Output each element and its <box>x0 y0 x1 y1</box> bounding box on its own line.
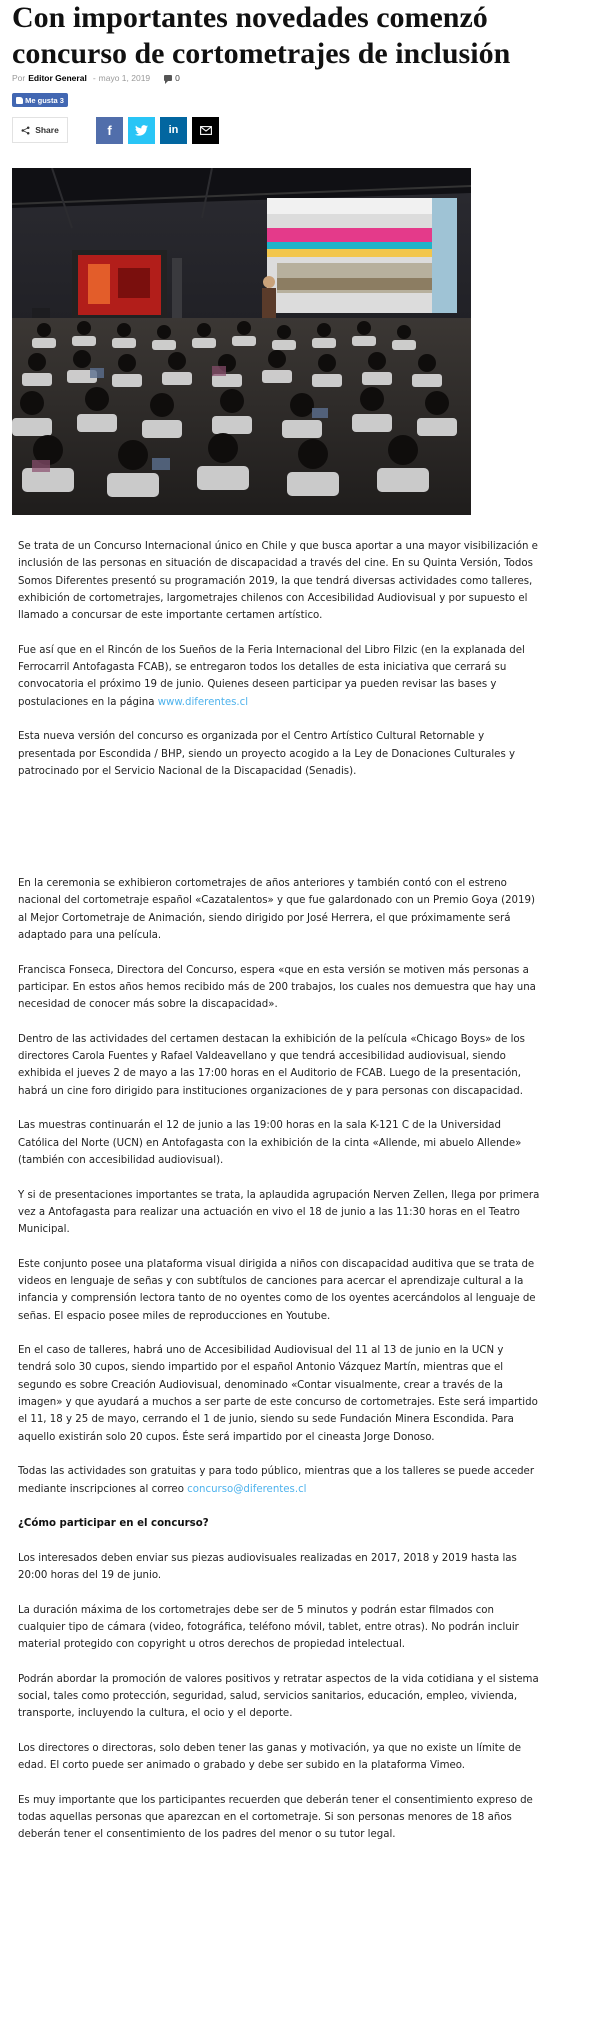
facebook-like-button[interactable] <box>12 93 68 107</box>
body-paragraph: Dentro de las actividades del certamen destacan la exhibición de la película «Chicago Boys» de los directores Carola Fuentes y Rafael Valdeavellano y que tendrá accesibilidad audiovisual, siendo exhibida el jueves 2 de mayo a las 17:00 horas en el Auditorio de FCAB. Luego de la presentación, habrá un cine foro dirigido para instituciones organizaciones de y para personas con discapacidad. <box>18 1033 525 1097</box>
meta-comment-count: 0 <box>175 73 180 83</box>
thumbs-up-icon <box>16 97 23 104</box>
body-paragraph: En el caso de talleres, habrá uno de Accesibilidad Audiovisual del 11 al 13 de junio en la UCN y tendrá solo 30 cupos, siendo impartido por el español Antonio Vázquez Martín, mientras que el segundo es sobre Creación Audiovisual, denominado «Contar visualmente, crear a través de la imagen» y que ayudará a muchos a ser parte de este concurso de cortometrajes. Este será impartido el 11, 18 y 25 de mayo, cerrando el 1 de junio, siendo su sede Fundación Minera Escondida. Para aquello existirán solo 20 cupos. Éste será impartido por el cineasta Jorge Donoso. <box>18 1345 538 1443</box>
article-body <box>18 538 540 1861</box>
share-email-button[interactable] <box>192 117 219 144</box>
body-paragraph: Esta nueva versión del concurso es organizada por el Centro Artístico Cultural Retornable y presentada por Escondida / BHP, siendo un proyecto acogido a la Ley de Donaciones Culturales y patrocinado por el Servicio Nacional de la Discapacidad (Senadis). <box>18 731 516 777</box>
body-paragraph-text: Todas las actividades son gratuitas y para todo público, mientras que a los talleres se puede acceder mediante inscripciones al correo <box>18 1466 535 1495</box>
meta-date: mayo 1, 2019 <box>98 73 151 83</box>
diferentes-link[interactable]: www.diferentes.cl <box>157 696 249 708</box>
share-facebook-button[interactable] <box>96 117 123 144</box>
twitter-icon <box>135 125 148 136</box>
body-paragraph: Y si de presentaciones importantes se trata, la aplaudida agrupación Nerven Zellen, llega por primera vez a Antofagasta para realizar una actuación en vivo el 18 de junio a las 11:30 horas en el Teatro Municipal. <box>18 1189 540 1236</box>
body-paragraph-text: Fue así que en el Rincón de los Sueños de la Feria Internacional del Libro Filzic (en la explanada del Ferrocarril Antofagasta FCAB), se entregaron todos los detalles de esta iniciativa que cerrará su convocatoria el próximo 19 de junio. Quienes deseen participar ya pueden revisar las bases y postulaciones en la página <box>18 644 525 708</box>
meta-author-link[interactable]: Editor General <box>28 73 87 83</box>
share-linkedin-button[interactable] <box>160 117 187 144</box>
meta-separator: - <box>92 73 96 83</box>
body-paragraph: Podrán abordar la promoción de valores positivos y retratar aspectos de la vida cotidiana y el sistema social, tales como protección, seguridad, salud, servicios sanitarios, educación, empleo, vivienda, transporte, incluyendo la cultura, el ocio y el deporte. <box>18 1673 539 1720</box>
body-paragraph: La duración máxima de los cortometrajes debe ser de 5 minutos y podrán estar filmados con cualquier tipo de cámara (video, fotográfica, teléfono móvil, tablet, entre otras). No podrán incluir material protegido con copyright u otros derechos de propiedad intelectual. <box>18 1604 519 1651</box>
facebook-icon: f <box>107 122 112 138</box>
meta-by-label: Por <box>12 73 26 83</box>
facebook-like-label: Me gusta 3 <box>25 95 64 105</box>
body-paragraph: Los interesados deben enviar sus piezas audiovisuales realizadas en 2017, 2018 y 2019 hasta las 20:00 horas del 19 de junio. <box>18 1552 517 1582</box>
section-heading: ¿Cómo participar en el concurso? <box>18 1518 209 1530</box>
linkedin-icon: in <box>168 124 179 136</box>
body-paragraph: Es muy importante que los participantes recuerden que deberán tener el consentimiento expreso de todas aquellas personas que aparezcan en el cortometraje. Si son personas menores de 18 años deberán tener el consentimiento de los padres del menor o su tutor legal. <box>18 1794 533 1841</box>
body-paragraph: Este conjunto posee una plataforma visual dirigida a niños con discapacidad auditiva que se trata de videos en lenguaje de señas y con subtítulos de canciones para acercar el aprendizaje cultural a la infancia y comprensión lectora tanto de no oyentes como de los oyentes acercándolos al lenguaje de señas. El espacio posee miles de reproducciones en Youtube. <box>18 1258 536 1322</box>
email-link[interactable]: concurso@diferentes.cl <box>187 1483 307 1495</box>
email-icon <box>200 126 212 135</box>
article-title: Con importantes novedades comenzó concurso de cortometrajes de inclusión <box>12 1 511 70</box>
share-button[interactable] <box>12 117 68 143</box>
body-paragraph: Francisca Fonseca, Directora del Concurso, espera «que en esta versión se motiven más personas a participar. En estos años hemos recibido más de 200 trabajos, los cuales nos demuestra que hay una necesidad de conocer más sobre la discapacidad». <box>18 964 536 1011</box>
comment-icon <box>164 75 172 81</box>
body-paragraph <box>18 642 540 711</box>
body-paragraph: Los directores o directoras, solo deben tener las ganas y motivación, ya que no existe un límite de edad. El corto puede ser animado o grabado y debe ser subido en la plataforma Vimeo. <box>18 1743 521 1772</box>
meta-comments-link[interactable] <box>164 73 180 83</box>
share-label: Share <box>35 125 59 135</box>
article-meta <box>12 71 180 85</box>
body-paragraph: En la ceremonia se exhibieron cortometrajes de años anteriores y también contó con el estreno nacional del cortometraje español «Cazatalentos» y que fue galardonado con un Premio Goya (2019) al Mejor Cortometraje de Animación, siendo dirigido por José Herrera, el que próximamente será adaptado para una película. <box>18 878 535 942</box>
hero-image <box>12 168 471 515</box>
share-icon <box>21 126 30 135</box>
share-row <box>12 116 219 144</box>
body-paragraph <box>18 1463 540 1498</box>
share-twitter-button[interactable] <box>128 117 155 144</box>
hero-photo <box>12 168 471 515</box>
body-paragraph: Las muestras continuarán el 12 de junio a las 19:00 horas en la sala K-121 C de la Universidad Católica del Norte (UCN) en Antofagasta con la exhibición de la cinta «Allende, mi abuelo Allende» (también con accesibilidad audiovisual). <box>18 1120 522 1166</box>
body-paragraph: Se trata de un Concurso Internacional único en Chile y que busca aportar a una mayor visibilización e inclusión de las personas en situación de discapacidad a través del cine. En su Quinta Versión, Todos Somos Diferentes presentó su programación 2019, la que tendrá diversas actividades como talleres, exhibición de cortometrajes, largometrajes chilenos con Accesibilidad Audiovisual y por supuesto el llamado a concursar de este importante certamen artístico. <box>18 541 538 622</box>
